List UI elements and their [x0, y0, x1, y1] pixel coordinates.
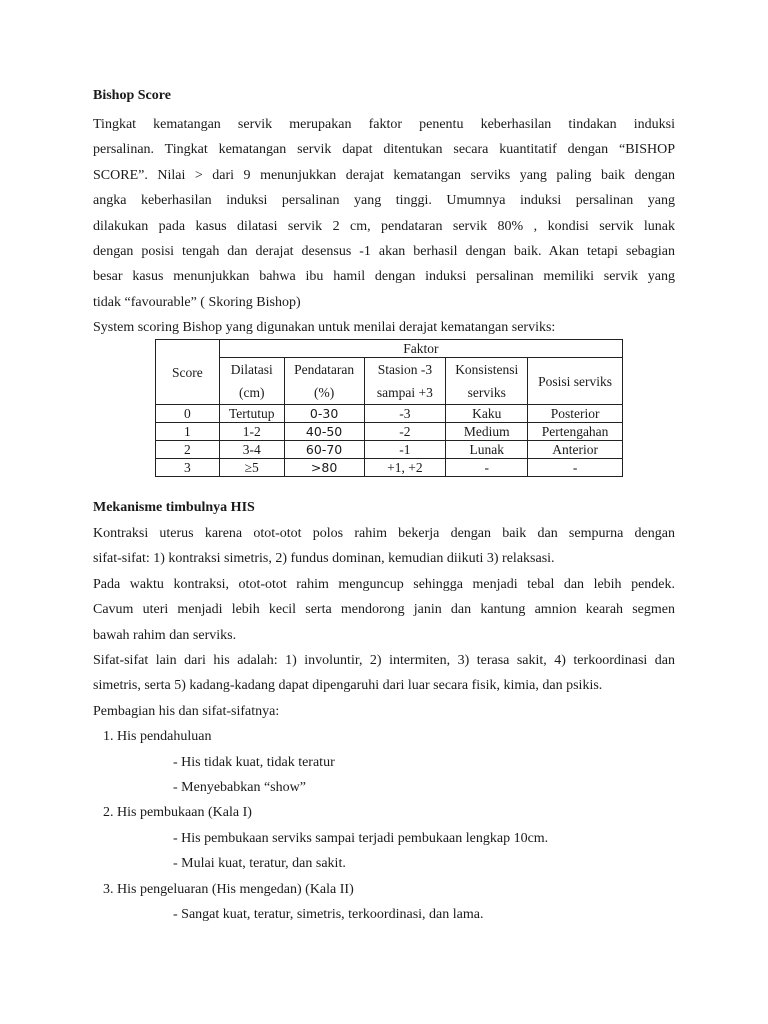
- header-line: (%): [313, 385, 335, 400]
- column-header-dilatasi: [219, 358, 284, 405]
- column-header-konsistensi: [446, 358, 528, 405]
- table-cell: Anterior: [528, 441, 623, 459]
- table-cell: -1: [364, 441, 446, 459]
- list-subitem: - Sangat kuat, teratur, simetris, terkoordinasi, dan lama.: [173, 907, 484, 923]
- paragraph-line: angka keberhasilan induksi persalinan yang tinggi. Umumnya induksi persalinan yang: [93, 193, 675, 209]
- section-heading-his: Mekanisme timbulnya HIS: [93, 500, 255, 515]
- header-line: sampai +3: [376, 385, 433, 400]
- header-line: Konsistensi: [455, 362, 519, 377]
- list-item: 1. His pendahuluan: [103, 729, 212, 745]
- paragraph-line: dilakukan pada kasus dilatasi servik 2 cm, pendataran servik 80% , kondisi servik lunak: [93, 218, 675, 234]
- table-cell: 1: [156, 423, 220, 441]
- paragraph-line: simetris, serta 5) kadang-kadang dapat dipengaruhi dari luar secara fisik, kimia, dan psikis.: [93, 678, 603, 694]
- section-heading-bishop: Bishop Score: [93, 88, 171, 103]
- paragraph-line: Kontraksi uterus karena otot-otot polos rahim bekerja dengan baik dan sempurna dengan: [93, 526, 675, 541]
- header-line: Dilatasi: [230, 362, 273, 377]
- his-list: [93, 724, 675, 927]
- table-row: [156, 459, 623, 477]
- column-header-posisi: [528, 358, 623, 405]
- table-row: [156, 405, 623, 423]
- score-header: Score: [156, 340, 220, 405]
- table-cell: -: [446, 459, 528, 477]
- table-row: [156, 423, 623, 441]
- table-intro: System scoring Bishop yang digunakan untuk menilai derajat kematangan serviks:: [93, 320, 556, 336]
- header-line: Stasion -3: [377, 362, 433, 377]
- paragraph-line: dengan posisi tengah dan derajat desensus -1 akan berhasil dengan baik. Akan tetapi sebagian: [93, 244, 675, 260]
- table-cell: ≥5: [219, 459, 284, 477]
- paragraph-line: SCORE”. Nilai > dari 9 menunjukkan derajat kematangan serviks yang paling baik dengan: [93, 167, 675, 183]
- column-header-pendataran: [284, 358, 364, 405]
- document-page: [93, 86, 675, 341]
- list-item: 2. His pembukaan (Kala I): [103, 805, 252, 821]
- bishop-paragraph: [93, 112, 675, 341]
- table-cell: 3: [156, 459, 220, 477]
- faktor-header: Faktor: [219, 340, 622, 358]
- table-cell: Posterior: [528, 405, 623, 423]
- list-subitem: - His tidak kuat, tidak teratur: [173, 754, 335, 770]
- table-cell: Kaku: [446, 405, 528, 423]
- paragraph-line: Pada waktu kontraksi, otot-otot rahim menguncup sehingga menjadi tebal dan lebih pendek.: [93, 576, 675, 592]
- table-cell: 1-2: [219, 423, 284, 441]
- header-line: Posisi serviks: [538, 373, 613, 389]
- list-item: 3. His pengeluaran (His mengedan) (Kala II): [103, 881, 354, 897]
- table-cell: >80: [284, 459, 364, 477]
- table-cell: Pertengahan: [528, 423, 623, 441]
- table-cell: 0-30: [284, 405, 364, 423]
- list-subitem: - His pembukaan serviks sampai terjadi pembukaan lengkap 10cm.: [173, 830, 549, 846]
- paragraph-line: Pembagian his dan sifat-sifatnya:: [93, 703, 280, 719]
- paragraph-line: besar kasus menunjukkan bahwa ibu hamil dengan induksi persalinan memiliki servik yang: [93, 269, 675, 285]
- header-line: serviks: [467, 385, 506, 400]
- list-subitem: - Mulai kuat, teratur, dan sakit.: [173, 856, 346, 872]
- table-cell: 0: [156, 405, 220, 423]
- table-cell: Lunak: [446, 441, 528, 459]
- list-subitem: - Menyebabkan “show”: [173, 780, 306, 796]
- table-cell: 3-4: [219, 441, 284, 459]
- bishop-score-table: [155, 339, 623, 477]
- table-cell: 2: [156, 441, 220, 459]
- paragraph-line: Sifat-sifat lain dari his adalah: 1) involuntir, 2) intermiten, 3) terasa sakit, 4) terkoordinasi dan: [93, 653, 675, 669]
- table-cell: -3: [364, 405, 446, 423]
- table-cell: 60-70: [284, 441, 364, 459]
- his-section: [93, 498, 675, 928]
- table-cell: -2: [364, 423, 446, 441]
- table-cell: 40-50: [284, 423, 364, 441]
- table-cell: -: [528, 459, 623, 477]
- paragraph-line: Tingkat kematangan servik merupakan faktor penentu keberhasilan tindakan induksi: [93, 117, 675, 132]
- table-cell: Tertutup: [219, 405, 284, 423]
- header-line: (cm): [238, 385, 265, 400]
- paragraph-line: persalinan. Tingkat kematangan servik dapat ditentukan secara kuantitatif dengan “BISHOP: [93, 142, 675, 158]
- paragraph-line: Cavum uteri menjadi lebih kecil serta mendorong janin dan kantung amnion kearah segmen: [93, 602, 675, 618]
- header-line: Pendataran: [294, 362, 355, 377]
- paragraph-line: bawah rahim dan serviks.: [93, 627, 237, 643]
- table-row: [156, 441, 623, 459]
- paragraph-line: tidak “favourable” ( Skoring Bishop): [93, 294, 301, 310]
- table-cell: Medium: [446, 423, 528, 441]
- paragraph-line: sifat-sifat: 1) kontraksi simetris, 2) fundus dominan, kemudian diikuti 3) relaksasi.: [93, 551, 555, 567]
- table-cell: +1, +2: [364, 459, 446, 477]
- column-header-stasion: [364, 358, 446, 405]
